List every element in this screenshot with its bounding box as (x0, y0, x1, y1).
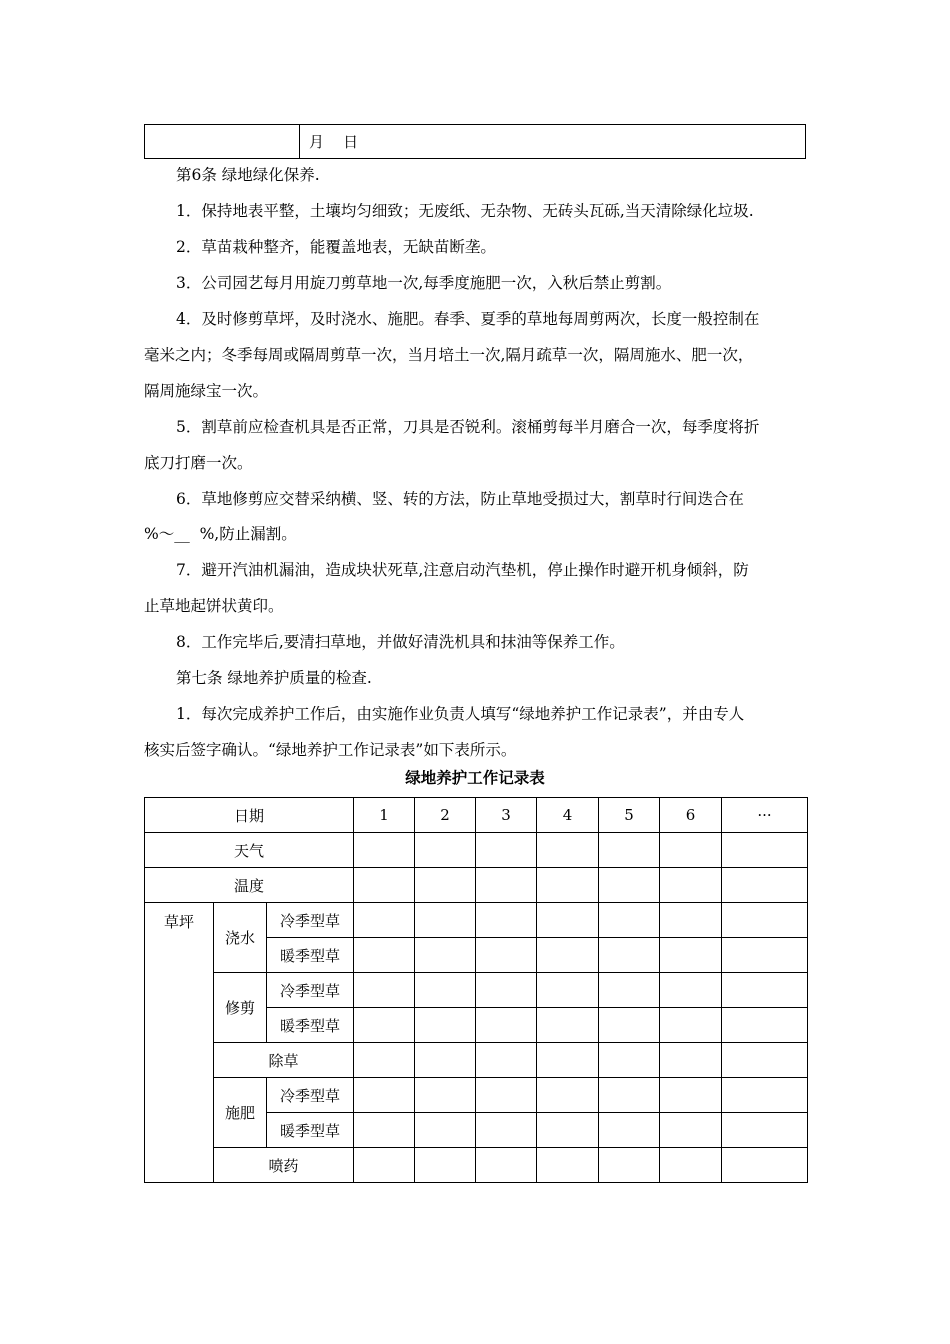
table-cell[interactable] (660, 973, 722, 1008)
fertilizing-label: 施肥 (214, 1078, 267, 1148)
table-cell[interactable] (722, 1043, 808, 1078)
table-cell[interactable] (476, 1148, 537, 1183)
table-cell[interactable] (599, 1148, 660, 1183)
table-row-date (145, 798, 808, 833)
table-cell[interactable] (722, 938, 808, 973)
table-cell[interactable] (722, 1148, 808, 1183)
table-cell[interactable] (599, 833, 660, 868)
table-cell[interactable] (415, 868, 476, 903)
paragraph-line: 隔周施绿宝一次。 (144, 382, 269, 400)
table-cell[interactable] (354, 1113, 415, 1148)
table-row-fertilizing-cool (145, 1078, 808, 1113)
table-cell[interactable] (599, 973, 660, 1008)
section-7-heading: 第七条 绿地养护质量的检查. (176, 669, 372, 687)
day-header: 1 (354, 798, 415, 833)
table-cell[interactable] (537, 938, 599, 973)
table-cell[interactable] (354, 973, 415, 1008)
table-cell[interactable] (722, 868, 808, 903)
cool-grass-label: 冷季型草 (267, 973, 354, 1008)
table-cell[interactable] (722, 1113, 808, 1148)
trimming-label: 修剪 (214, 973, 267, 1043)
cool-grass-label: 冷季型草 (267, 903, 354, 938)
table-cell[interactable] (415, 1043, 476, 1078)
table-row-temperature (145, 868, 808, 903)
table-cell[interactable] (354, 868, 415, 903)
date-label: 日期 (145, 798, 354, 833)
table-cell[interactable] (660, 903, 722, 938)
weather-label: 天气 (145, 833, 354, 868)
table-cell[interactable] (537, 1078, 599, 1113)
table-cell[interactable] (599, 1043, 660, 1078)
table-cell[interactable] (354, 903, 415, 938)
table-row-weeding (145, 1043, 808, 1078)
table-cell[interactable] (476, 1043, 537, 1078)
table-cell[interactable] (722, 973, 808, 1008)
warm-grass-label: 暖季型草 (267, 1113, 354, 1148)
table-cell[interactable] (537, 1113, 599, 1148)
table-cell[interactable] (415, 1008, 476, 1043)
day-header: 4 (537, 798, 599, 833)
table-cell[interactable] (415, 903, 476, 938)
table-row-weather (145, 833, 808, 868)
table-cell[interactable] (415, 1078, 476, 1113)
table-cell[interactable] (476, 1113, 537, 1148)
header-table-cell-date: 月 日 (300, 125, 806, 159)
table-cell[interactable] (660, 1008, 722, 1043)
paragraph-line: 毫米之内；冬季每周或隔周剪草一次，当月培土一次,隔月疏草一次，隔周施水、肥一次， (144, 346, 754, 364)
table-cell[interactable] (660, 1148, 722, 1183)
watering-label: 浇水 (214, 903, 267, 973)
day-header: 5 (599, 798, 660, 833)
day-header: 6 (660, 798, 722, 833)
table-cell[interactable] (476, 903, 537, 938)
table-cell[interactable] (660, 868, 722, 903)
table-cell[interactable] (660, 1078, 722, 1113)
table-cell[interactable] (660, 938, 722, 973)
table-cell[interactable] (476, 833, 537, 868)
table-cell[interactable] (415, 833, 476, 868)
table-cell[interactable] (660, 833, 722, 868)
table-cell[interactable] (476, 973, 537, 1008)
table-cell[interactable] (599, 1078, 660, 1113)
table-cell[interactable] (660, 1043, 722, 1078)
day-header: 3 (476, 798, 537, 833)
table-cell[interactable] (415, 1113, 476, 1148)
table-cell[interactable] (537, 973, 599, 1008)
table-row-watering-cool (145, 903, 808, 938)
table-cell[interactable] (537, 868, 599, 903)
paragraph-line: %～__ %,防止漏割。 (144, 525, 297, 543)
temperature-label: 温度 (145, 868, 354, 903)
table-cell[interactable] (537, 833, 599, 868)
table-cell[interactable] (722, 1008, 808, 1043)
table-cell[interactable] (354, 1148, 415, 1183)
lawn-label: 草坪 (145, 903, 214, 1183)
day-header: 2 (415, 798, 476, 833)
table-cell[interactable] (599, 903, 660, 938)
table-cell[interactable] (660, 1113, 722, 1148)
table-cell[interactable] (415, 938, 476, 973)
paragraph-line: 6．草地修剪应交替采纳横、竖、转的方法，防止草地受损过大，割草时行间迭合在 (176, 490, 744, 508)
table-cell[interactable] (599, 868, 660, 903)
paragraph-line: 底刀打磨一次。 (144, 454, 253, 472)
weeding-label: 除草 (214, 1043, 354, 1078)
spraying-label: 喷药 (214, 1148, 354, 1183)
table-cell[interactable] (537, 1148, 599, 1183)
table-row-spraying (145, 1148, 808, 1183)
table-cell[interactable] (354, 1078, 415, 1113)
table-row-trimming-cool (145, 973, 808, 1008)
table-cell[interactable] (537, 903, 599, 938)
cool-grass-label: 冷季型草 (267, 1078, 354, 1113)
table-cell[interactable] (476, 1078, 537, 1113)
paragraph-line: 4．及时修剪草坪，及时浇水、施肥。春季、夏季的草地每周剪两次，长度一般控制在 (176, 310, 760, 328)
paragraph-line: 3．公司园艺每月用旋刀剪草地一次,每季度施肥一次，入秋后禁止剪割。 (176, 274, 672, 292)
warm-grass-label: 暖季型草 (267, 938, 354, 973)
table-cell[interactable] (599, 1008, 660, 1043)
table-cell[interactable] (722, 833, 808, 868)
paragraph-line: 8．工作完毕后,要清扫草地，并做好清洗机具和抹油等保养工作。 (176, 633, 625, 651)
table-cell[interactable] (537, 1008, 599, 1043)
table-cell[interactable] (722, 903, 808, 938)
table-cell[interactable] (599, 1113, 660, 1148)
section-6-heading: 第6条 绿地绿化保养. (176, 166, 320, 184)
table-cell[interactable] (415, 1148, 476, 1183)
table-cell[interactable] (722, 1078, 808, 1113)
table-cell[interactable] (354, 833, 415, 868)
table-cell[interactable] (415, 973, 476, 1008)
table-cell[interactable] (354, 938, 415, 973)
header-table (144, 124, 806, 159)
paragraph-line: 1．每次完成养护工作后，由实施作业负责人填写“绿地养护工作记录表”，并由专人 (176, 705, 745, 723)
table-cell[interactable] (354, 1043, 415, 1078)
day-header-more: ··· (722, 798, 808, 833)
table-cell[interactable] (599, 938, 660, 973)
header-table-cell-empty (145, 125, 300, 159)
table-cell[interactable] (476, 1008, 537, 1043)
paragraph-line: 1．保持地表平整，土壤均匀细致；无废纸、无杂物、无砖头瓦砾,当天清除绿化垃圾. (176, 202, 754, 220)
table-cell[interactable] (537, 1043, 599, 1078)
table-cell[interactable] (476, 938, 537, 973)
paragraph-line: 7．避开汽油机漏油，造成块状死草,注意启动汽垫机，停止操作时避开机身倾斜，防 (176, 561, 749, 579)
paragraph-line: 止草地起饼状黄印。 (144, 597, 284, 615)
warm-grass-label: 暖季型草 (267, 1008, 354, 1043)
table-cell[interactable] (354, 1008, 415, 1043)
table-cell[interactable] (476, 868, 537, 903)
record-table-title: 绿地养护工作记录表 (405, 769, 545, 787)
paragraph-line: 2．草苗栽种整齐，能覆盖地表，无缺苗断垄。 (176, 238, 496, 256)
maintenance-record-table (144, 797, 808, 1183)
paragraph-line: 核实后签字确认。“绿地养护工作记录表”如下表所示。 (144, 741, 517, 759)
paragraph-line: 5．割草前应检查机具是否正常，刀具是否锐利。滚桶剪每半月磨合一次，每季度将折 (176, 418, 760, 436)
